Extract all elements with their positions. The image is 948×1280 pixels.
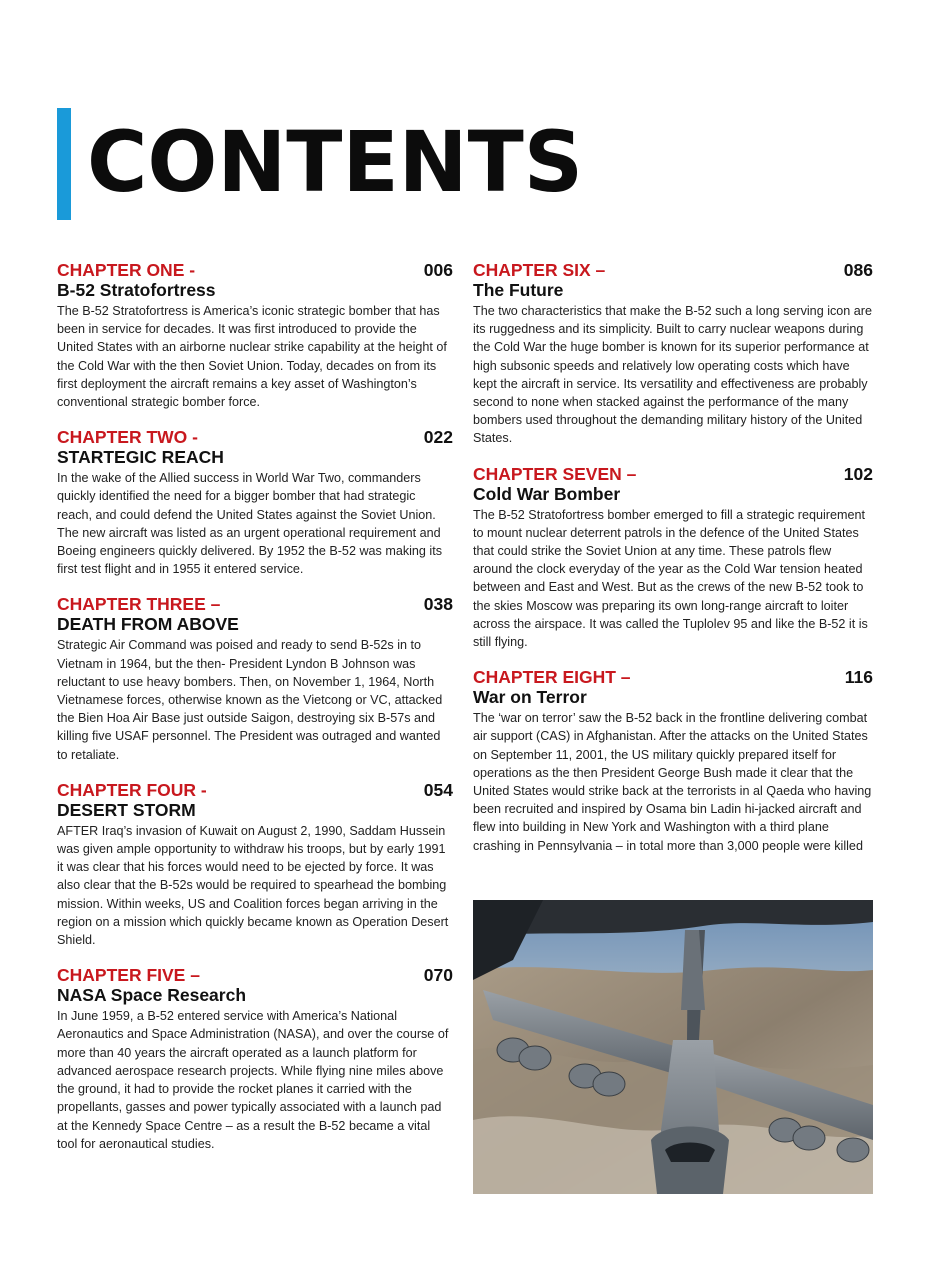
engine-pod [837, 1138, 869, 1162]
chapter-page-number: 102 [843, 463, 873, 484]
chapter-entry[interactable] [473, 260, 873, 448]
chapter-title: B-52 Stratofortress [57, 280, 216, 300]
engine-pod [593, 1072, 625, 1096]
chapter-label: CHAPTER TWO - [57, 427, 198, 448]
chapter-label: CHAPTER ONE - [57, 260, 196, 280]
chapter-header [57, 780, 453, 800]
chapter-description: Strategic Air Command was poised and ready to send B-52s in to Vietnam in 1964, but the then- President Lyndon B Johnson was reluctant to use heavy bombers. Then, on November 1, 1964, North Vietnamese forces, otherwise known as the Vietcong or VC, attacked the Bien Hoa Air Base just outside Saigon, destroying six B-57s and killing five USAF personnel. The President was outraged and wanted to retaliate. [57, 638, 443, 762]
chapter-header [57, 965, 453, 985]
chapter-title: DESERT STORM [57, 799, 196, 820]
chapter-page-number: 054 [423, 779, 453, 800]
chapter-entry[interactable] [57, 427, 453, 578]
cockpit-windows [665, 1143, 715, 1163]
chapter-title: DEATH FROM ABOVE [57, 614, 239, 635]
chapter-entry[interactable] [57, 260, 453, 411]
chapter-description: The B-52 Stratofortress bomber emerged to fill a strategic requirement to mount nuclear deterrent patrols in the defence of the United States that could strike the Soviet Union at any time. These patrols flew around the clock everyday of the year as the Cold War tension heated between and East and West. But as the crews of the new B-52 took to the skies Moscow was preparing its own long-range aircraft to loiter across the airspace. It was called the Tuplolev 95 and like the B-52 it is still flying. [473, 507, 868, 650]
chapter-label: CHAPTER SEVEN – [473, 463, 637, 484]
chapter-entry[interactable] [57, 965, 453, 1153]
engine-pod [793, 1126, 825, 1150]
chapter-page-number: 022 [423, 427, 453, 448]
chapter-description: AFTER Iraq’s invasion of Kuwait on August 2, 1990, Saddam Hussein was given ample opportunity to withdraw his troops, but by early 1991 it was clear that his forces would need to be ejected by force. It was also clear that the B-52s would be required to spearhead the bombing mission. Within weeks, US and Coalition forces began arriving in the region on a mission which quickly became known as Operation Desert Shield. [57, 823, 449, 948]
chapter-page-number: 070 [423, 965, 453, 986]
chapter-page-number: 038 [423, 594, 453, 615]
chapter-label: CHAPTER FIVE – [57, 965, 200, 986]
chapter-description: In the wake of the Allied success in World War Two, commanders quickly identified the need for a bigger bomber that had strategic reach, and could defend the United States against the Soviet Union. The new aircraft was listed as an urgent operational requirement and Boeing engineers quickly delivered. By 1952 the B-52 was making its first test flight and in 1955 it entered service. [57, 471, 443, 577]
chapter-header [473, 464, 873, 484]
chapter-title: Cold War Bomber [473, 483, 621, 504]
chapter-label: CHAPTER EIGHT – [473, 667, 631, 688]
engine-pod [519, 1046, 551, 1070]
chapter-page-number: 006 [423, 260, 453, 280]
chapter-description: The ‘war on terror’ saw the B-52 back in the frontline delivering combat air support (CAS) in Afghanistan. After the attacks on the United States on September 11, 2001, the US military quickly prepared itself for operations as the then President George Bush made it clear that the United States would strike back at the terrorists in al Qaeda who having been recruited and inspired by Osama bin Ladin hi-jacked aircraft and flew into building in New York and Washington with a third plane crashing in Pennsylvania – in total more than 3,000 people were killed [473, 711, 872, 853]
chapter-page-number: 116 [844, 667, 873, 688]
chapter-header [57, 594, 453, 614]
chapter-header [57, 427, 453, 447]
chapter-title: War on Terror [473, 687, 587, 708]
chapter-description: The B-52 Stratofortress is America’s iconic strategic bomber that has been in service for decades. It was first introduced to provide the United States with an airborne nuclear strike capability at the height of the Cold War with the then Soviet Union. Today, decades on from its first deployment the aircraft remains a key asset of Washington’s conventional strategic bomber force. [57, 304, 447, 410]
chapter-header [473, 260, 873, 280]
b52-refuelling-photo [473, 900, 873, 1194]
chapter-title: The Future [473, 280, 564, 300]
chapter-entry[interactable] [57, 594, 453, 763]
title-accent-bar [57, 108, 71, 220]
chapter-header [57, 260, 453, 280]
chapter-title: NASA Space Research [57, 985, 247, 1006]
page-title: CONTENTS [87, 113, 584, 211]
chapter-entry[interactable] [473, 667, 873, 855]
chapter-description: In June 1959, a B-52 entered service with America’s National Aeronautics and Space Administration (NASA), and over the course of more than 40 years the aircraft operated as a launch platform for advanced aerospace research projects. While flying nine miles above the ground, it had to provide the rocket planes it carried with the propellants, gasses and power typically associated with a launch pad at the Kennedy Space Centre – as a result the B-52 became a vital tool for aeronautical studies. [57, 1009, 449, 1151]
chapter-entry[interactable] [473, 464, 873, 652]
chapter-header [473, 667, 873, 687]
chapter-description: The two characteristics that make the B-52 such a long serving icon are its ruggedness and its simplicity. Built to carry nuclear weapons during the Cold War the huge bomber is known for its superior performance at high subsonic speeds and relatively low operating costs which have kept the aircraft in service. Its versatility and effectiveness are probably second to none when stacked against the performance of the many bombers used throughout the demanding military history of the United States. [473, 304, 872, 446]
contents-column-right [473, 260, 873, 871]
chapter-entry[interactable] [57, 780, 453, 949]
contents-column-left [57, 260, 453, 1169]
chapter-label: CHAPTER THREE – [57, 594, 221, 615]
chapter-label: CHAPTER FOUR - [57, 779, 207, 800]
chapter-label: CHAPTER SIX – [473, 260, 606, 280]
b52-aircraft-illustration [473, 900, 873, 1194]
chapter-page-number: 086 [843, 260, 873, 280]
chapter-title: STARTEGIC REACH [57, 447, 224, 468]
